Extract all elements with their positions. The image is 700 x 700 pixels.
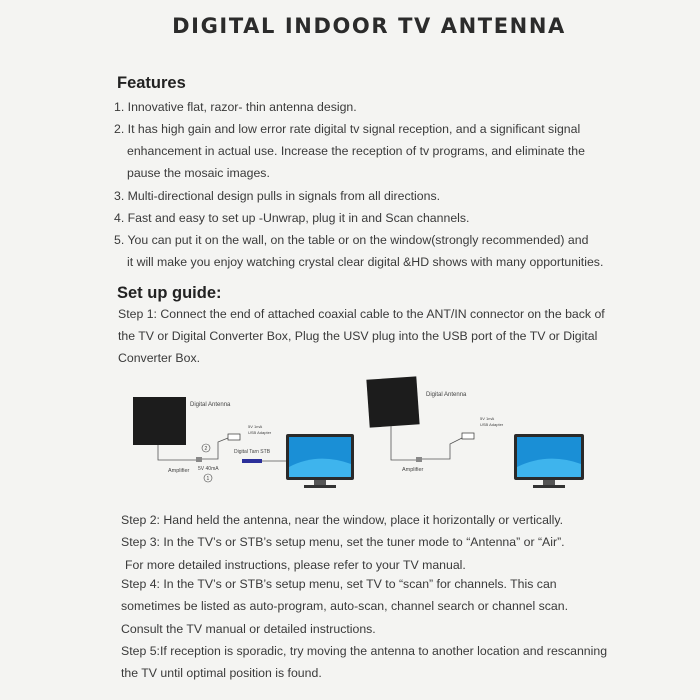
marker-2-label: 2 — [204, 446, 208, 452]
step1-line: Converter Box. — [118, 351, 201, 365]
power-label: 5V 40mA — [198, 466, 219, 472]
stb-label: Digital Tarn STB — [234, 449, 271, 455]
feature-line: 5. You can put it on the wall, on the table or on the window(strongly recommended) and — [114, 233, 589, 247]
step1-line: Step 1: Connect the end of attached coaxial cable to the ANT/IN connector on the back of — [118, 307, 605, 321]
feature-line: it will make you enjoy watching crystal clear digital &HD shows with many opportunities. — [127, 255, 604, 269]
tv-left-stand — [314, 480, 326, 485]
step1-line: the TV or Digital Converter Box, Plug the USV plug into the USB port of the TV or Digital — [118, 329, 598, 343]
features-heading: Features — [117, 74, 186, 92]
usb-label-right-1: 5V 1mA — [480, 416, 495, 421]
feature-line: 2. It has high gain and low error rate digital tv signal reception, and a significant signal — [114, 122, 581, 136]
step-line: Step 4: In the TV’s or STB’s setup menu, set TV to “scan” for channels. This can — [121, 577, 557, 591]
setup-heading: Set up guide: — [117, 284, 222, 302]
antenna-panel-right — [366, 376, 419, 427]
tv-right-stand — [543, 480, 555, 485]
page-title: DIGITAL INDOOR TV ANTENNA — [172, 14, 566, 38]
tv-right-base — [533, 485, 565, 488]
amplifier-label-left: Amplifier — [168, 468, 190, 474]
amplifier-right — [416, 457, 422, 462]
amplifier-label-right: Amplifier — [402, 467, 424, 473]
step-line: sometimes be listed as auto-program, auto-scan, channel search or channel scan. — [121, 599, 569, 613]
antenna-panel-left — [133, 397, 186, 445]
usb-plug-right — [462, 433, 474, 439]
antenna-label-left: Digital Antenna — [190, 402, 231, 408]
stb-box — [242, 459, 262, 463]
usb-label-left-2: USB Adapter — [248, 430, 272, 435]
feature-line: 1. Innovative flat, razor- thin antenna design. — [114, 100, 357, 114]
usb-plug-left — [228, 434, 240, 440]
step-line: Step 3: In the TV’s or STB’s setup menu, set the tuner mode to “Antenna” or “Air”. — [121, 535, 565, 549]
usb-label-left-1: 5V 1mA — [248, 424, 263, 429]
step-line: For more detailed instructions, please refer to your TV manual. — [125, 558, 466, 572]
coax-cable-left — [158, 445, 198, 460]
feature-line: 3. Multi-directional design pulls in signals from all directions. — [114, 189, 441, 203]
coax-cable-right — [391, 426, 418, 460]
step-line: Step 2: Hand held the antenna, near the window, place it horizontally or vertically. — [121, 513, 564, 527]
usb-cable-right — [422, 438, 462, 459]
usb-label-right-2: USB Adapter — [480, 422, 504, 427]
feature-line: enhancement in actual use. Increase the reception of tv programs, and eliminate the — [127, 144, 585, 158]
tv-left-base — [304, 485, 336, 488]
connection-diagram — [128, 372, 608, 502]
amplifier-left — [196, 457, 202, 462]
feature-line: 4. Fast and easy to set up -Unwrap, plug it in and Scan channels. — [114, 211, 470, 225]
antenna-label-right: Digital Antenna — [426, 392, 467, 398]
step-line: Consult the TV manual or detailed instructions. — [121, 622, 376, 636]
step-line: the TV until optimal position is found. — [121, 666, 322, 680]
marker-1-label: 1 — [206, 476, 210, 482]
step-line: Step 5:If reception is sporadic, try moving the antenna to another location and rescanning — [121, 644, 608, 658]
feature-line: pause the mosaic images. — [127, 166, 270, 180]
